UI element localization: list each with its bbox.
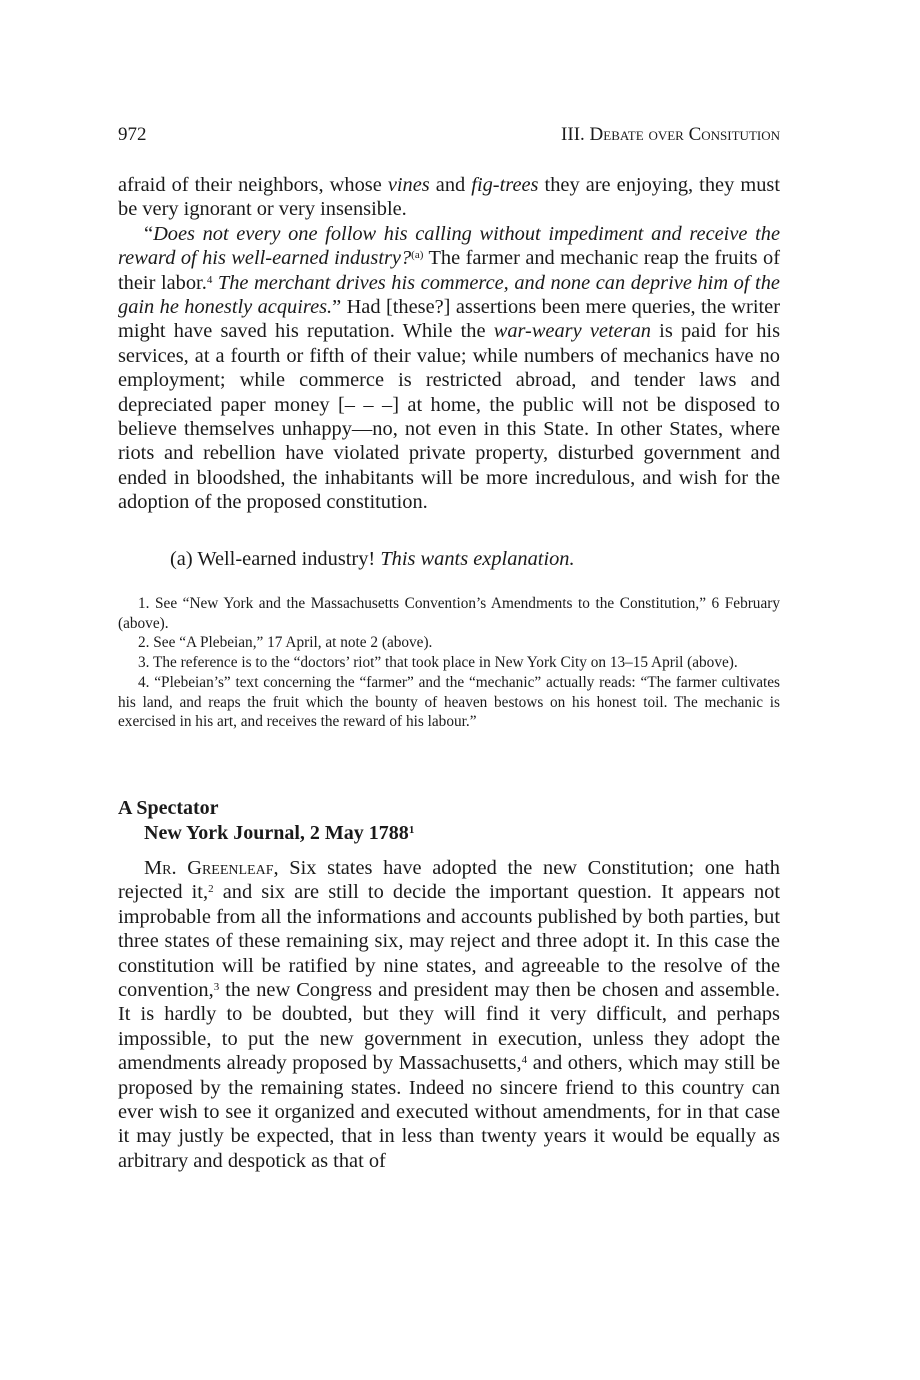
paragraph-quote-reply: “Does not every one follow his calling without impediment and receive the reward of his well-earned industry?$^{(a)}$ The farmer and mechanic reap the fruits of their labor.$^4$ The merchant drives his commerce, and none can deprive him of the gain he honestly acquires.” Had [these?] assertions been mere queries, the writer might have saved his reputation. While the war-weary veteran is paid for his services, at a fourth or fifth of their value; while numbers of mechanics have no employment; while commerce is restricted abroad, and tender laws and depreciated paper money [– – –] at home, the public will not be disposed to believe themselves unhappy—no, not even in this State. In other States, where riots and rebellion have violated private property, disturbed government and ended in bloodshed, the inhabitants will be more incredulous, and wish for the adoption of the proposed constitution. [118, 222, 781, 514]
paragraph-continuation: afraid of their neighbors, whose vines and fig-trees they are enjoying, they must be very ignorant or very insensible. [118, 174, 780, 221]
footnote: 3. The reference is to the “doctors’ riot” that took place in New York City on 13–15 April (above). [138, 654, 738, 672]
body-text-lower [118, 856, 780, 1173]
footnote: 4. “Plebeian’s” text concerning the “farmer” and the “mechanic” actually reads: “The farmer cultivates his land, and reaps the fruit which the bounty of heaven bestows on his honest toil. The mechanic is exercised in his art, and receives the reward of his labour.” [118, 673, 780, 731]
body-text-upper [118, 173, 780, 515]
section-subtitle: New York Journal, 2 May 1788$^1$ [144, 822, 415, 844]
paragraph-spectator: Mr. Greenleaf, Six states have adopted the new Constitution; one hath rejected it,$^2$ and six are still to decide the important question. It appears not improbable from all the informations and accounts published by both parties, but three states of these remaining six, may reject and three adopt it. In this case the constitution will be ratified by nine states, and agreeable to the resolve of the convention,$^3$ the new Congress and president may then be chosen and assemble. It is hardly to be doubted, but they will find it very difficult, and perhaps impossible, to put the new government in execution, unless they adopt the amendments already proposed by Massachusetts,$^4$ and others, which may still be proposed by the remaining states. Indeed no sincere friend to this country can ever wish to see it organized and executed without amendments, for in that case it may justly be expected, that in less than twenty years it would be equally as arbitrary and despotick as that of [118, 857, 780, 1172]
footnotes [118, 594, 780, 732]
footnote: 2. See “A Plebeian,” 17 April, at note 2 (above). [138, 634, 433, 652]
section-title: A Spectator [118, 797, 219, 819]
note-marker-a: (a) [411, 249, 424, 262]
author-note-a: (a) Well-earned industry! This wants explanation. [170, 548, 575, 570]
running-header [118, 124, 780, 150]
footnote: 1. See “New York and the Massachusetts Convention’s Amendments to the Constitution,” 6 February (above). [118, 595, 780, 632]
running-title: III. Debate over Consitution [561, 124, 780, 145]
page-number: 972 [118, 124, 147, 145]
note-marker-4: 4 [206, 273, 213, 286]
